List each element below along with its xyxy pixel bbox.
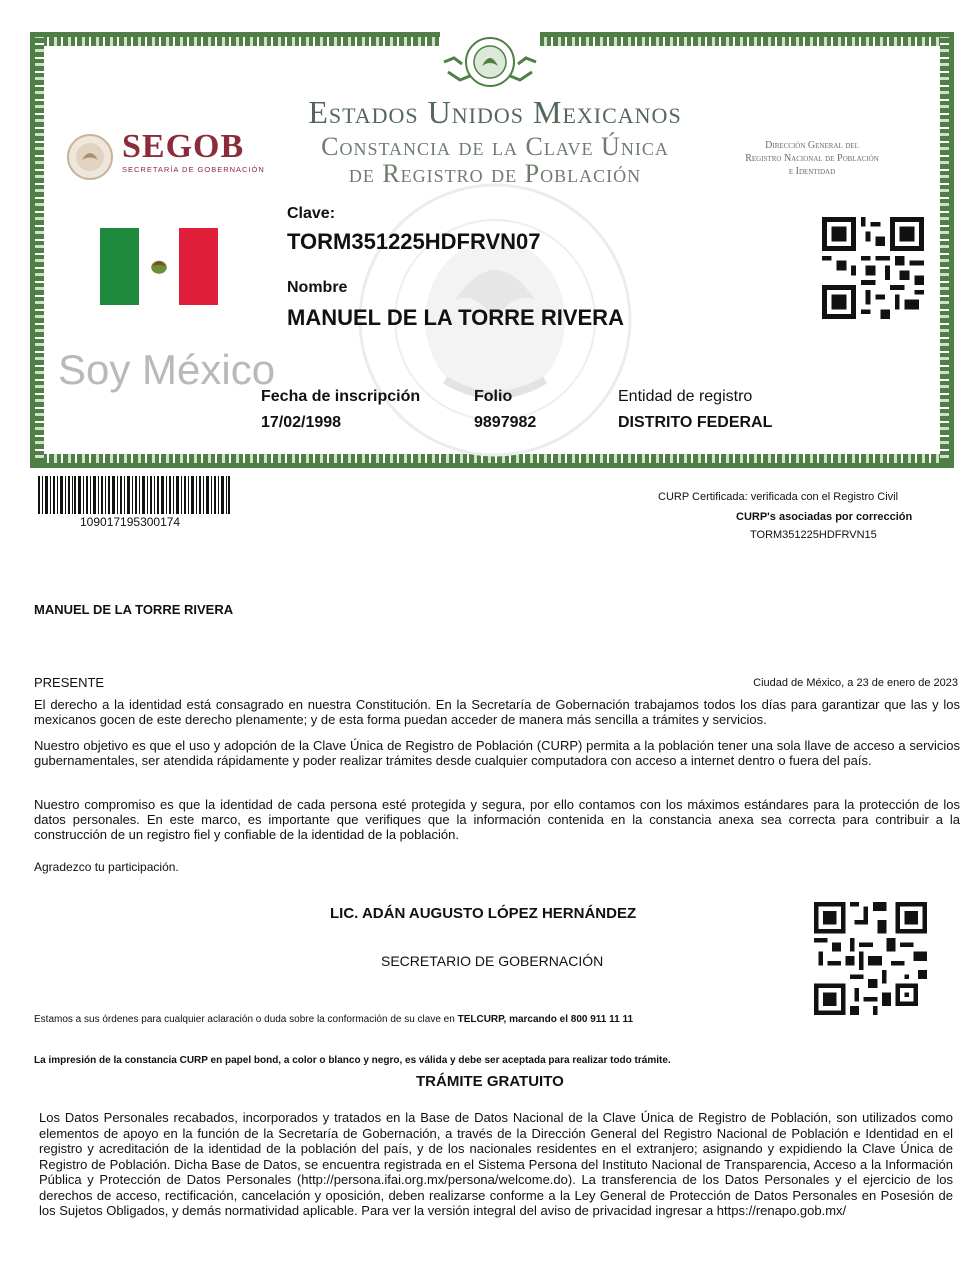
flag-green-stripe — [100, 228, 139, 305]
nombre-label: Nombre — [287, 279, 348, 296]
segob-seal-icon — [66, 133, 114, 181]
associated-curp-value: TORM351225HDFRVN15 — [750, 529, 877, 541]
certificate-qr-code — [822, 217, 924, 319]
segob-logo-subtitle: SECRETARÍA DE GOBERNACIÓN — [122, 165, 265, 174]
segob-logo-text: SEGOB — [122, 128, 245, 165]
letter-salutation: PRESENTE — [34, 675, 105, 690]
national-crest-icon — [440, 32, 540, 94]
associated-curp-label: CURP's asociadas por corrección — [736, 511, 913, 523]
directorate-name — [712, 139, 912, 178]
clave-label: Clave: — [287, 205, 336, 222]
flag-white-stripe — [139, 228, 178, 305]
letter-paragraph-3: Nuestro compromiso es que la identidad de cada persona esté protegida y segura, por ello contamos con los máximos estándares para la protección de los datos personales. En este marco, es importante que verifiques que la información contenida en la constancia anexa sea correcta para contribuir a la construcción de un registro fiel y confiable de la identidad de la población. — [34, 797, 960, 842]
letter-paragraph-2: Nuestro objetivo es que el uso y adopción de la Clave Única de Registro de Población (CURP) permita a la población tener una sola llave de acceso a servicios gubernamentales, ser atendida rápidamente y poder realizar trámites desde cualquier computadora con acceso a internet dentro o fuera del país. — [34, 738, 960, 768]
flag-red-stripe — [179, 228, 218, 305]
nombre-value: MANUEL DE LA TORRE RIVERA — [287, 305, 624, 330]
fecha-label: Fecha de inscripción — [261, 388, 421, 405]
signer-name: LIC. ADÁN AUGUSTO LÓPEZ HERNÁNDEZ — [330, 905, 637, 922]
soy-mexico-slogan: Soy México — [58, 346, 276, 393]
frame-left-band — [35, 37, 44, 463]
letter-recipient: MANUEL DE LA TORRE RIVERA — [34, 602, 234, 617]
directorate-line-1: Dirección General del — [765, 140, 859, 151]
free-procedure-note: TRÁMITE GRATUITO — [416, 1073, 564, 1090]
country-title: Estados Unidos Mexicanos — [308, 94, 682, 130]
letter-closing: Agradezco tu participación. — [34, 860, 179, 874]
directorate-line-2: Registro Nacional de Población — [745, 153, 879, 164]
frame-right-band — [940, 37, 949, 463]
letter-qr-code — [814, 902, 927, 1015]
letter-place-date: Ciudad de México, a 23 de enero de 2023 — [753, 677, 958, 689]
barcode — [38, 476, 230, 514]
letter-paragraph-1: El derecho a la identidad está consagrado en nuestra Constitución. En la Secretaría de Gobernación trabajamos todos los días para garantizar que las y los mexicanos gocen de este derecho plenamente; y de esta forma puedan acceder de manera más sencilla a trámites y servicios. — [34, 697, 960, 727]
contact-phone: TELCURP, marcando el 800 911 11 11 — [457, 1014, 634, 1025]
fecha-value: 17/02/1998 — [261, 414, 342, 431]
signer-title: SECRETARIO DE GOBERNACIÓN — [381, 953, 604, 969]
flag-emblem-icon — [146, 253, 172, 279]
validity-note: La impresión de la constancia CURP en papel bond, a color o blanco y negro, es válida y debe ser aceptada para realizar todo trámite. — [34, 1055, 671, 1066]
certification-status: CURP Certificada: verificada con el Registro Civil — [658, 491, 899, 503]
entidad-label: Entidad de registro — [618, 388, 753, 405]
barcode-number: 109017195300174 — [80, 515, 181, 529]
privacy-notice: Los Datos Personales recabados, incorporados y tratados en la Base de Datos Nacional de la Clave Única de Registro de Población, son utilizados como elementos de apoyo en la función de la Secretaría de Gobernación, a través de la Dirección General del Registro Nacional de Población e Identidad en el registro y acreditación de la identidad de la población del país, y de los nacionales residentes en el extranjero; asignando y expidiendo la Clave Única de Registro de Población. Dicha Base de Datos, se encuentra registrada en el Sistema Persona del Instituto Nacional de Transparencia, Acceso a la Información Pública y Protección de Datos Personales (http://persona.ifai.org.mx/persona/welcome.do). La transferencia de los Datos Personales y el ejercicio de los derechos de acceso, rectificación, cancelación y oposición, deben realizarse conforme a la Ley General de Protección de Datos Personales en Posesión de los Sujetos Obligados, y demás normatividad aplicable. Para ver la versión integral del aviso de privacidad ingresar a https://renapo.gob.mx/ — [39, 1110, 953, 1218]
contact-text: Estamos a sus órdenes para cualquier aclaración o duda sobre la conformación de su clave en — [34, 1014, 455, 1025]
document-title-line1: Constancia de la Clave Única — [321, 132, 669, 161]
contact-line — [34, 1014, 633, 1025]
clave-value: TORM351225HDFRVN07 — [287, 229, 541, 254]
document-title-line2: de Registro de Población — [348, 159, 642, 188]
entidad-value: DISTRITO FEDERAL — [618, 414, 773, 431]
folio-value: 9897982 — [474, 414, 537, 431]
directorate-line-3: e Identidad — [788, 166, 836, 177]
mexican-flag — [100, 228, 218, 305]
folio-label: Folio — [474, 388, 513, 405]
